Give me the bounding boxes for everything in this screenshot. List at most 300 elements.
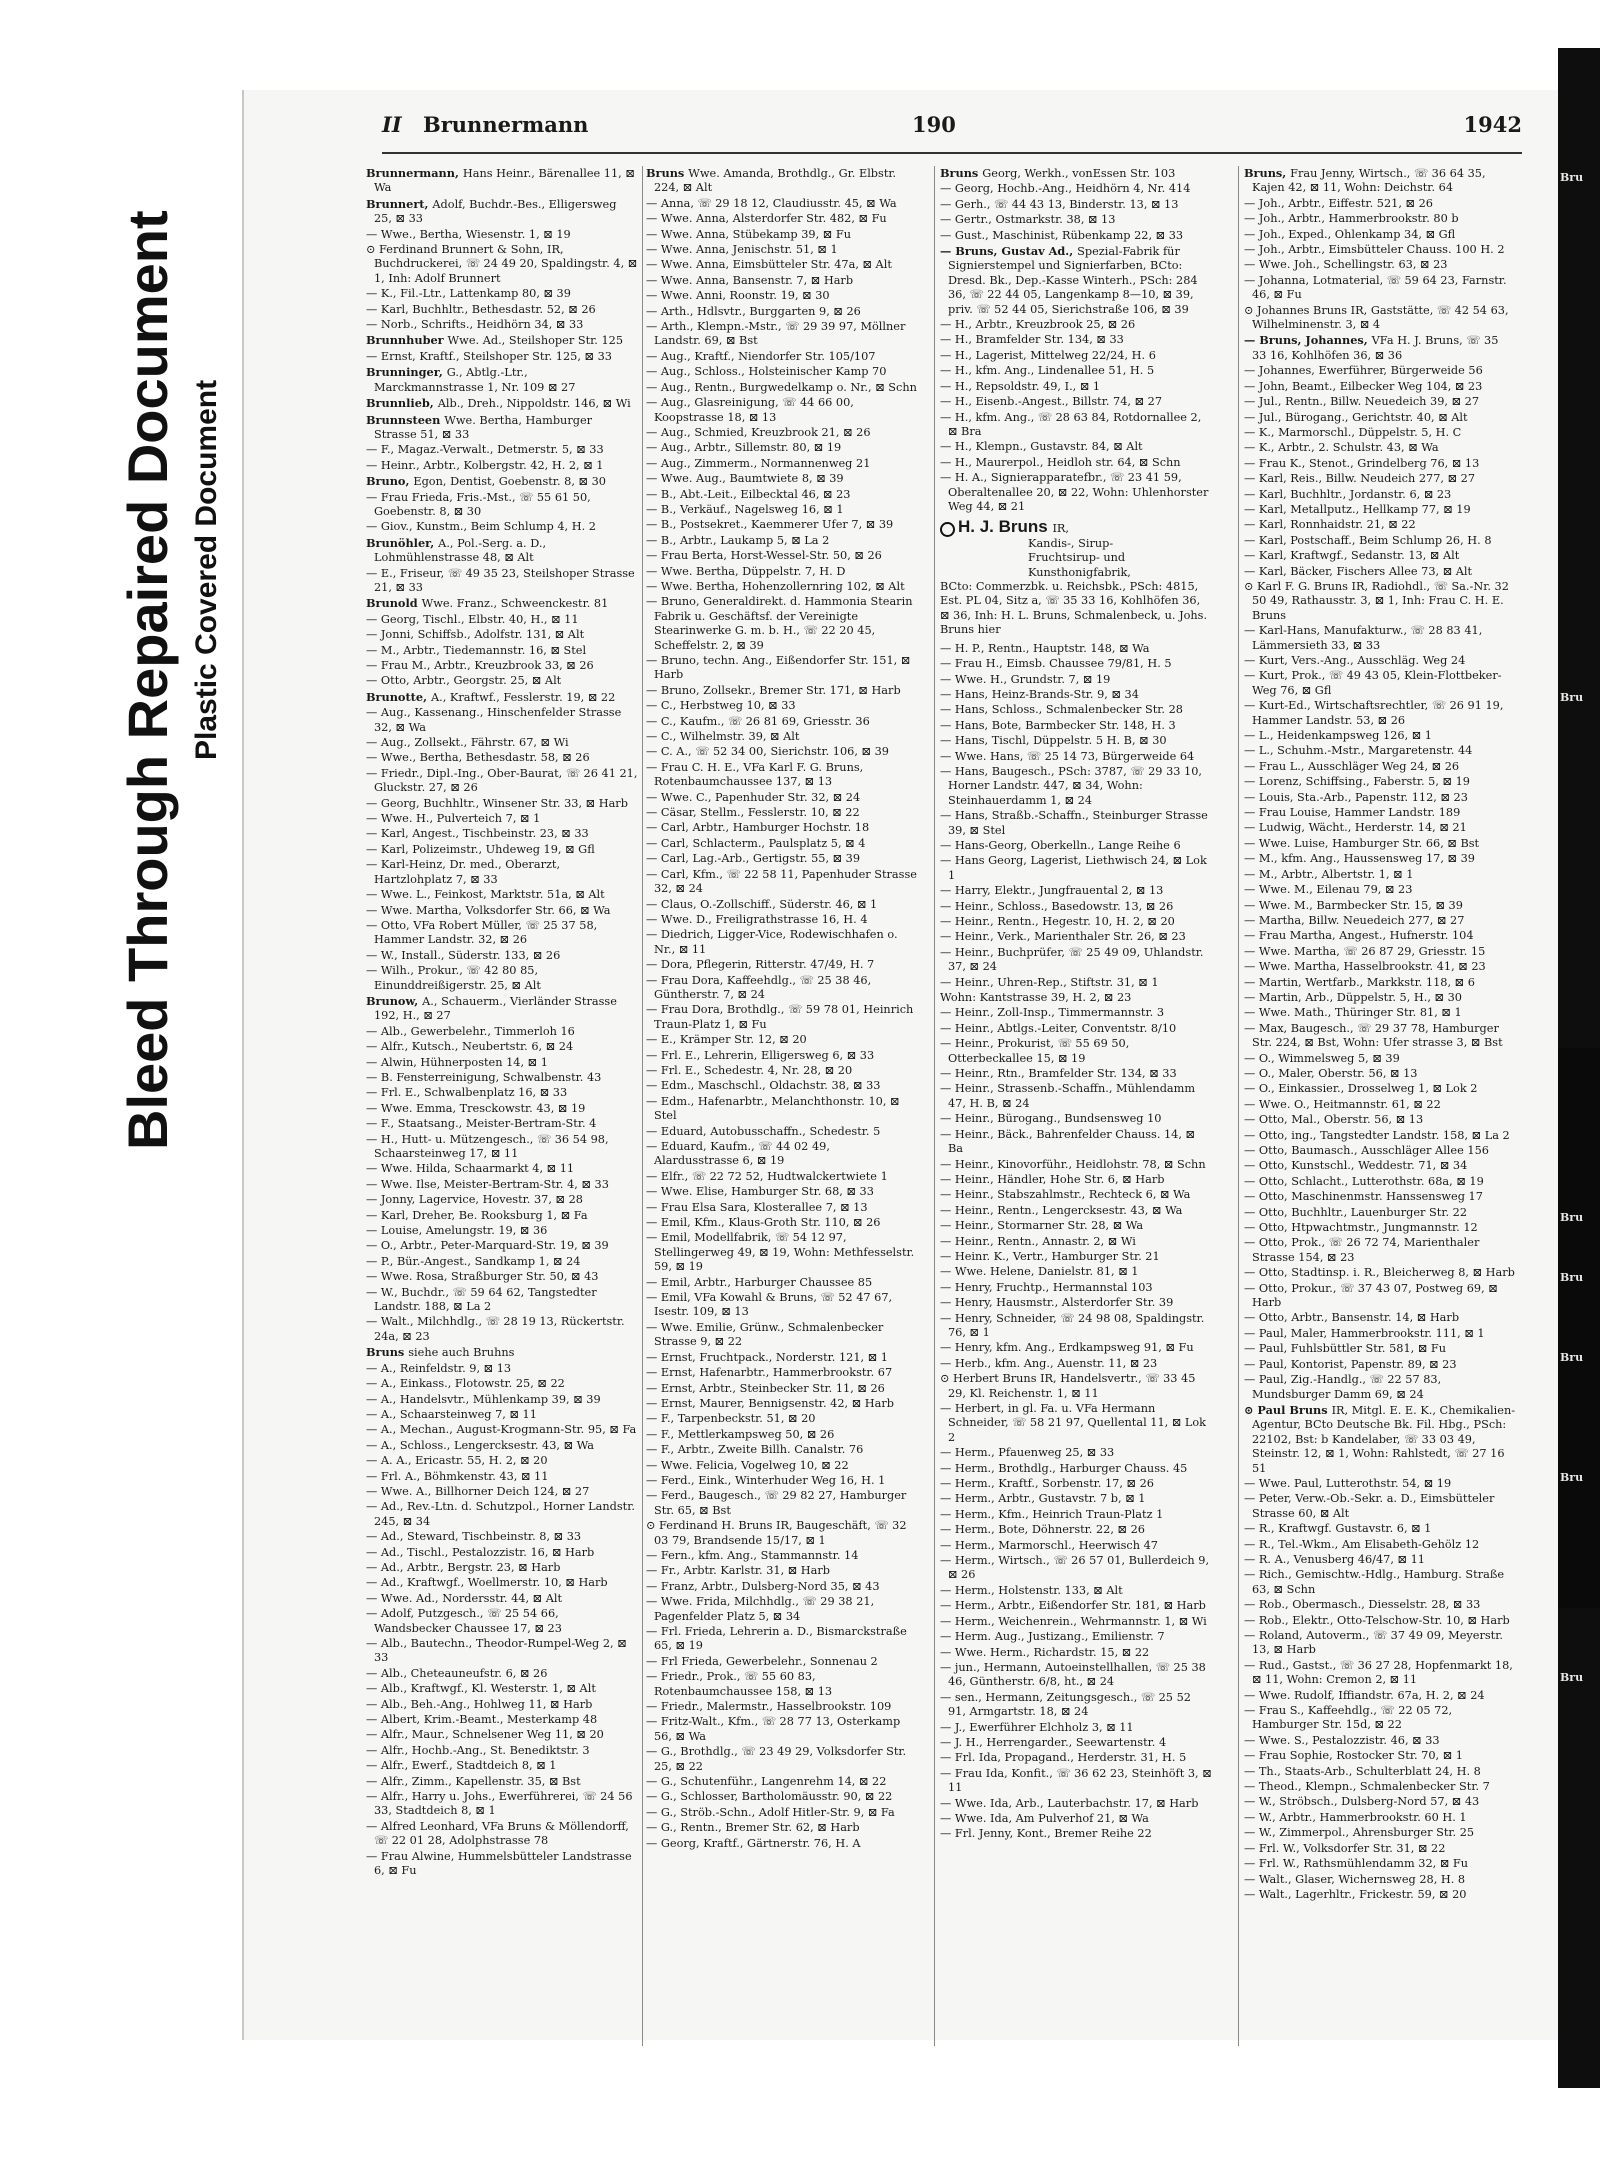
directory-entry — [646, 1564, 918, 1578]
directory-entry — [1244, 197, 1516, 211]
directory-entry — [1244, 1373, 1516, 1402]
entry-text: — Ad., Kraftwgf., Woellmerstr. 10, ⊠ Harb — [366, 1576, 608, 1590]
entry-text: — Wwe. A., Billhorner Deich 124, ⊠ 27 — [366, 1484, 590, 1498]
directory-entry — [366, 1408, 638, 1422]
entry-text: — F., Staatsang., Meister-Bertram-Str. 4 — [366, 1117, 597, 1131]
entry-text: — Frau C. H. E., VFa Karl F. G. Bruns, Rotenbaumchaussee 137, ⊠ 13 — [646, 760, 864, 789]
entry-text: — Wwe. Herm., Richardstr. 15, ⊠ 22 — [940, 1645, 1150, 1659]
directory-entry — [940, 1402, 1212, 1445]
directory-entry — [1244, 549, 1516, 563]
entry-text: — Herm., Kfm., Heinrich Traun-Platz 1 — [940, 1507, 1164, 1521]
directory-entry — [366, 1485, 638, 1499]
directory-entry — [1244, 1568, 1516, 1597]
directory-entry — [366, 1178, 638, 1192]
directory-entry — [366, 1162, 638, 1176]
directory-entry — [366, 459, 638, 473]
entry-text: — Otto, ing., Tangstedter Landstr. 158, ⊠ La 2 — [1244, 1128, 1510, 1142]
entry-text: — Gertr., Ostmarkstr. 38, ⊠ 13 — [940, 213, 1116, 227]
edge-fragment: Bru — [1560, 1471, 1584, 1484]
directory-entry — [1244, 1659, 1516, 1688]
entry-text: — Carl, Lag.-Arb., Gertigstr. 55, ⊠ 39 — [646, 852, 861, 866]
entry-text: — H., Eisenb.-Angest., Billstr. 74, ⊠ 27 — [940, 395, 1163, 409]
directory-entry — [366, 1056, 638, 1070]
entry-text: ⊙ Ferdinand H. Bruns IR, Baugeschäft, ☏ 32 03 79, Brandsende 15/17, ⊠ 1 — [646, 1519, 907, 1547]
directory-entry — [940, 1523, 1212, 1537]
entry-text: — Karl, Dreher, Be. Rooksburg 1, ⊠ Fa — [366, 1208, 588, 1222]
directory-entry — [1244, 1614, 1516, 1628]
directory-entry — [646, 1670, 918, 1699]
directory-entry — [1244, 775, 1516, 789]
entry-text: — Martin, Arb., Düppelstr. 5, H., ⊠ 30 — [1244, 990, 1462, 1004]
directory-entry — [940, 395, 1212, 409]
directory-entry — [646, 1397, 918, 1411]
directory-entry — [940, 976, 1212, 990]
directory-entry — [940, 1584, 1212, 1598]
directory-entry — [646, 1474, 918, 1488]
directory-entry — [1244, 1175, 1516, 1189]
entry-text: — Rud., Gastst., ☏ 36 27 28, Hopfenmarkt 18, ⊠ 11, Wohn: Cremon 2, ⊠ 11 — [1244, 1658, 1513, 1687]
directory-entry — [940, 229, 1212, 243]
entry-text: — Hans, Tischl, Düppelstr. 5 H. B, ⊠ 30 — [940, 734, 1167, 748]
directory-entry — [1244, 212, 1516, 226]
directory-entry — [940, 1219, 1212, 1233]
entry-text: — A., Schaarsteinweg 7, ⊠ 11 — [366, 1407, 537, 1421]
entry-text: — Otto, Mal., Oberstr. 56, ⊠ 13 — [1244, 1113, 1424, 1127]
directory-entry — [1244, 1022, 1516, 1051]
entry-text: — jun., Hermann, Autoeinstellhallen, ☏ 25 38 46, Güntherstr. 6/8, ht., ⊠ 24 — [940, 1660, 1206, 1689]
entry-text: — Aug., Zollsekt., Fährstr. 67, ⊠ Wi — [366, 736, 569, 750]
entry-text: — Hans, Baugesch., PSch: 3787, ☏ 29 33 10, Horner Landstr. 447, ⊠ 34, Wohn: Steinhauerdamm 1, ⊠ 24 — [940, 764, 1203, 807]
directory-entry — [366, 1133, 638, 1162]
entry-text: — Frl. E., Lehrerin, Elligersweg 6, ⊠ 33 — [646, 1048, 875, 1062]
directory-entry — [366, 287, 638, 301]
directory-entry — [1244, 837, 1516, 851]
entry-text: — Paul, Maler, Hammerbrookstr. 111, ⊠ 1 — [1244, 1326, 1485, 1340]
entry-text: — H., Hutt- u. Mützengesch., ☏ 36 54 98, Schaarsteinweg 17, ⊠ 11 — [366, 1132, 609, 1160]
entry-text: — Wwe. Luise, Hamburger Str. 66, ⊠ Bst — [1244, 836, 1480, 850]
directory-entry — [940, 318, 1212, 332]
entry-text: — G., Schutenführ., Langenrehm 14, ⊠ 22 — [646, 1775, 887, 1789]
directory-entry — [646, 1366, 918, 1380]
entry-text: — Frl Frieda, Gewerbelehr., Sonnenau 2 — [646, 1654, 878, 1668]
directory-entry — [646, 1837, 918, 1851]
directory-entry — [1244, 364, 1516, 378]
entry-text: — Otto, Prok., ☏ 26 72 74, Marienthaler Strasse 154, ⊠ 23 — [1244, 1236, 1480, 1264]
entry-text: — Johanna, Lotmaterial, ☏ 59 64 23, Farnstr. 46, ⊠ Fu — [1244, 273, 1507, 302]
directory-entry — [646, 913, 918, 927]
directory-entry — [366, 690, 638, 705]
entry-text: — Frau Alwine, Hummelsbütteler Landstrasse 6, ⊠ Fu — [366, 1849, 632, 1878]
entry-text: — Walt., Milchhdlg., ☏ 28 19 13, Rückertstr. 24a, ⊠ 23 — [366, 1315, 625, 1343]
directory-entry — [366, 1270, 638, 1284]
directory-entry — [940, 884, 1212, 898]
directory-entry — [1244, 1144, 1516, 1158]
entry-text: — Joh., Arbtr., Eimsbütteler Chauss. 100 H. 2 — [1244, 243, 1505, 257]
directory-entry — [646, 745, 918, 759]
directory-entry — [366, 919, 638, 948]
directory-entry — [1244, 821, 1516, 835]
directory-entry — [366, 1775, 638, 1789]
directory-entry — [366, 613, 638, 627]
entry-text: — W., Ströbsch., Dulsberg-Nord 57, ⊠ 43 — [1244, 1795, 1480, 1809]
directory-entry — [1244, 1689, 1516, 1703]
directory-entry — [366, 1682, 638, 1696]
entry-text: — Henry, kfm. Ang., Erdkampsweg 91, ⊠ Fu — [940, 1341, 1194, 1355]
directory-entry — [940, 1112, 1212, 1126]
directory-entry — [366, 1607, 638, 1636]
directory-entry — [366, 706, 638, 735]
directory-entry — [366, 1086, 638, 1100]
directory-entry — [646, 1276, 918, 1290]
entry-text: — Carl, Kfm., ☏ 22 58 11, Papenhuder Strasse 32, ⊠ 24 — [646, 867, 917, 896]
directory-entry — [940, 991, 1212, 1005]
directory-entry — [940, 1173, 1212, 1187]
entry-text: — Heinr., Uhren-Rep., Stiftstr. 31, ⊠ 1 — [940, 975, 1159, 989]
side-label-primary: Bleed Through Repaired Document — [116, 210, 179, 1150]
directory-entry — [366, 396, 638, 411]
directory-entry — [646, 549, 918, 563]
directory-entry — [646, 305, 918, 319]
directory-entry — [1244, 1311, 1516, 1325]
entry-text: — Alb., Cheteauneufstr. 6, ⊠ 26 — [366, 1666, 548, 1680]
entry-text: — Joh., Arbtr., Hammerbrookstr. 80 b — [1244, 212, 1459, 226]
directory-entry — [1244, 1159, 1516, 1173]
directory-entry — [940, 1158, 1212, 1172]
directory-entry — [940, 1554, 1212, 1583]
entry-text: — H. P., Rentn., Hauptstr. 148, ⊠ Wa — [940, 641, 1150, 655]
entry-text: — R. A., Venusberg 46/47, ⊠ 11 — [1244, 1552, 1425, 1566]
directory-entry — [646, 350, 918, 364]
directory-entry — [366, 350, 638, 364]
directory-entry — [940, 1492, 1212, 1506]
entry-text: — Louis, Sta.-Arb., Papenstr. 112, ⊠ 23 — [1244, 790, 1468, 804]
entry-text: — Lorenz, Schiffsing., Faberstr. 5, ⊠ 19 — [1244, 775, 1470, 789]
directory-entry — [1244, 274, 1516, 303]
directory-entry — [366, 1790, 638, 1819]
entry-text: — Arth., Klempn.-Mstr., ☏ 29 39 97, Möllner Landstr. 69, ⊠ Bst — [646, 320, 906, 348]
directory-entry — [366, 1315, 638, 1344]
entry-text: — Ad., Tischl., Pestalozzistr. 16, ⊠ Harb — [366, 1545, 595, 1559]
entry-text: — Ernst, Maurer, Bennigsenstr. 42, ⊠ Harb — [646, 1396, 894, 1410]
entry-text: Wwe. Amanda, Brothdlg., Gr. Elbstr. 224, ⊠ Alt — [654, 167, 897, 195]
entry-text: — Herm., Wirtsch., ☏ 26 57 01, Bullerdeich 9, ⊠ 26 — [940, 1554, 1210, 1582]
entry-text: — Karl, Reis., Billw. Neudeich 277, ⊠ 27 — [1244, 472, 1476, 486]
directory-entry — [646, 381, 918, 395]
entry-text: — Jul., Bürogang., Gerichtstr. 40, ⊠ Alt — [1244, 410, 1468, 424]
entry-text: — Heinr., Schloss., Basedowstr. 13, ⊠ 26 — [940, 899, 1174, 913]
directory-entry — [940, 900, 1212, 914]
entry-text: — Johannes, Ewerführer, Bürgerweide 56 — [1244, 364, 1483, 378]
entry-text: — Wwe. Hilda, Schaarmarkt 4, ⊠ 11 — [366, 1162, 575, 1176]
entry-text: — Karl, Ronnhaidstr. 21, ⊠ 22 — [1244, 518, 1416, 532]
entry-text: Hans Heinr., Bärenallee 11, ⊠ Wa — [374, 167, 635, 195]
directory-column-2 — [646, 166, 918, 1852]
entry-text: — A. A., Ericastr. 55, H. 2, ⊠ 20 — [366, 1454, 548, 1468]
directory-entry — [646, 1291, 918, 1320]
directory-entry — [646, 1125, 918, 1139]
entry-text: — Herm., Kraftf., Sorbenstr. 17, ⊠ 26 — [940, 1477, 1154, 1491]
entry-text: — Otto, VFa Robert Müller, ☏ 25 37 58, Hammer Landstr. 32, ⊠ 26 — [366, 918, 598, 947]
directory-entry — [646, 565, 918, 579]
directory-entry — [366, 767, 638, 796]
year-label: 1942 — [1463, 112, 1522, 137]
directory-entry — [366, 1530, 638, 1544]
entry-text: — Wwe. Rosa, Straßburger Str. 50, ⊠ 43 — [366, 1270, 599, 1284]
directory-entry — [940, 1691, 1212, 1720]
entry-text: — Hans Georg, Lagerist, Liethwisch 24, ⊠ Lok 1 — [940, 854, 1207, 882]
directory-entry — [1244, 1052, 1516, 1066]
directory-entry — [366, 827, 638, 841]
entry-heading: Brunotte, — [366, 689, 431, 704]
directory-entry — [366, 628, 638, 642]
directory-entry — [1244, 243, 1516, 257]
directory-entry — [646, 1216, 918, 1230]
directory-entry — [1244, 852, 1516, 866]
directory-entry — [366, 243, 638, 286]
directory-entry — [646, 868, 918, 897]
page-header — [382, 112, 1522, 154]
directory-entry — [1244, 1629, 1516, 1658]
entry-text: — Norb., Schrifts., Heidhörn 34, ⊠ 33 — [366, 318, 584, 332]
directory-entry — [940, 642, 1212, 656]
entry-heading: Bruns — [646, 166, 689, 180]
entry-text: — Ernst, Fruchtpack., Norderstr. 121, ⊠ 1 — [646, 1350, 888, 1364]
entry-text: — C. A., ☏ 52 34 00, Sierichstr. 106, ⊠ 39 — [646, 745, 889, 759]
directory-entry — [646, 1775, 918, 1789]
entry-text: — Wwe. Ad., Nordersstr. 44, ⊠ Alt — [366, 1591, 563, 1605]
directory-entry — [1244, 1734, 1516, 1748]
directory-entry — [366, 474, 638, 489]
directory-entry — [646, 791, 918, 805]
directory-entry — [366, 1423, 638, 1437]
directory-entry — [366, 1698, 638, 1712]
directory-entry — [940, 349, 1212, 363]
entry-text: — Wwe. Anna, Bansenstr. 7, ⊠ Harb — [646, 273, 854, 287]
edge-fragment: Bru — [1560, 1351, 1584, 1364]
directory-entry — [1244, 1190, 1516, 1204]
directory-entry — [646, 320, 918, 349]
entry-text: — B., Abt.-Leit., Eilbecktal 46, ⊠ 23 — [646, 487, 851, 501]
entry-text: — L., Heidenkampsweg 126, ⊠ 1 — [1244, 729, 1432, 743]
directory-entry — [366, 197, 638, 227]
directory-entry — [1244, 929, 1516, 943]
entry-text: — Arth., Hdlsvtr., Burggarten 9, ⊠ 26 — [646, 304, 861, 318]
directory-entry — [366, 1439, 638, 1453]
entry-text: — L., Schuhm.-Mstr., Margaretenstr. 44 — [1244, 744, 1473, 758]
directory-entry — [646, 534, 918, 548]
entry-text: — G., Brothdlg., ☏ 23 49 29, Volksdorfer Str. 25, ⊠ 22 — [646, 1745, 907, 1773]
entry-text: — Frl. Frieda, Lehrerin a. D., Bismarckstraße 65, ⊠ 19 — [646, 1625, 907, 1653]
directory-entry — [1244, 380, 1516, 394]
entry-text: — Emil, VFa Kowahl & Bruns, ☏ 52 47 67, Isestr. 109, ⊠ 13 — [646, 1291, 893, 1319]
directory-entry — [646, 1079, 918, 1093]
entry-text: — H. A., Signierapparatefbr., ☏ 23 41 59, Oberaltenallee 20, ⊠ 22, Wohn: Uhlenhorster Weg 44, ⊠ 21 — [940, 471, 1209, 513]
directory-entry — [940, 411, 1212, 440]
entry-heading: — Bruns, Johannes, — [1244, 333, 1372, 348]
directory-entry — [940, 1006, 1212, 1020]
directory-entry — [366, 228, 638, 242]
entry-text: — Wwe. Martha, Volksdorfer Str. 66, ⊠ Wa — [366, 903, 611, 917]
entry-text: Spezial-Fabrik für Signierstempel und Signierfarben, BCto: Dresd. Bk., Dep.-Kasse Winterh., PSch: 284 36, ☏ 22 44 05, Langenkamp 8—10, ⊠ 39, priv. ☏ 52 44 05, Sierichstraße 106, ⊠ 39 — [948, 245, 1198, 316]
side-label-secondary: Plastic Covered Document — [190, 379, 223, 760]
directory-entry — [940, 182, 1212, 196]
entry-text: — Wwe. Martha, ☏ 26 87 29, Griesstr. 15 — [1244, 944, 1486, 958]
directory-entry — [940, 1037, 1212, 1066]
entry-heading: Bruno, — [366, 474, 414, 489]
entry-text: — Heinr. K., Vertr., Hamburger Str. 21 — [940, 1249, 1160, 1263]
directory-entry — [940, 1462, 1212, 1476]
entry-text: — Karl, Buchhltr., Jordanstr. 6, ⊠ 23 — [1244, 487, 1452, 501]
entry-text: — Martha, Billw. Neuedeich 277, ⊠ 27 — [1244, 913, 1465, 927]
entry-text: — Karl, Bäcker, Fischers Allee 73, ⊠ Alt — [1244, 564, 1473, 578]
directory-entry — [366, 166, 638, 196]
entry-text: — Alb., Beh.-Ang., Hohlweg 11, ⊠ Harb — [366, 1697, 593, 1711]
entry-text: — Hans, Bote, Barmbecker Str. 148, H. 3 — [940, 718, 1176, 732]
directory-entry — [646, 518, 918, 532]
directory-entry — [646, 1443, 918, 1457]
entry-text: — Georg, Buchhltr., Winsener Str. 33, ⊠ Harb — [366, 796, 628, 810]
entry-text: — Otto, Arbtr., Georgstr. 25, ⊠ Alt — [366, 674, 562, 688]
directory-entry — [940, 839, 1212, 853]
entry-text: — Jonny, Lagervice, Hovestr. 37, ⊠ 28 — [366, 1193, 583, 1207]
entry-text: — Fritz-Walt., Kfm., ☏ 28 77 13, Osterkamp 56, ⊠ Wa — [646, 1715, 901, 1743]
entry-text: — Aug., Zimmerm., Normannenweg 21 — [646, 456, 871, 470]
directory-entry — [366, 1576, 638, 1590]
directory-entry — [1244, 488, 1516, 502]
directory-entry — [1244, 945, 1516, 959]
entry-heading: Brunnhuber — [366, 333, 448, 348]
directory-entry — [366, 888, 638, 902]
entry-text: — Aug., Kraftf., Niendorfer Str. 105/107 — [646, 349, 876, 363]
entry-text: — Kurt, Prok., ☏ 49 43 05, Klein-Flottbeker-Weg 76, ⊠ Gfl — [1244, 669, 1502, 697]
entry-text: — Wwe. Rudolf, Iffiandstr. 67a, H. 2, ⊠ 24 — [1244, 1688, 1485, 1702]
entry-text: — H., Lagerist, Mittelweg 22/24, H. 6 — [940, 348, 1156, 362]
entry-text: — H., kfm. Ang., Lindenallee 51, H. 5 — [940, 364, 1155, 378]
directory-entry — [646, 821, 918, 835]
directory-entry — [366, 596, 638, 611]
directory-entry — [646, 1140, 918, 1169]
entry-text: — Aug., Glasreinigung, ☏ 44 66 00, Koopstrasse 18, ⊠ 13 — [646, 396, 854, 424]
entry-text: — W., Arbtr., Hammerbrookstr. 60 H. 1 — [1244, 1810, 1467, 1824]
directory-entry — [1244, 1826, 1516, 1840]
entry-text: — Wwe. Anna, Jenischstr. 51, ⊠ 1 — [646, 243, 838, 257]
entry-text: — Aug., Rentn., Burgwedelkamp o. Nr., ⊠ Schn — [646, 380, 917, 394]
entry-text: — Adolf, Putzgesch., ☏ 25 54 66, Wandsbecker Chaussee 17, ⊠ 23 — [366, 1607, 562, 1635]
directory-entry — [366, 1393, 638, 1407]
entry-text: — Alfr., Maur., Schnelsener Weg 11, ⊠ 20 — [366, 1728, 604, 1742]
directory-entry — [1244, 1842, 1516, 1856]
directory-entry — [646, 898, 918, 912]
entry-text: — Friedr., Malermstr., Hasselbrookstr. 109 — [646, 1700, 892, 1714]
entry-text: — Wwe. Emilie, Grünw., Schmalenbecker Strasse 9, ⊠ 22 — [646, 1320, 884, 1349]
directory-entry — [646, 1580, 918, 1594]
entry-text: — Herm., Bote, Döhnerstr. 22, ⊠ 26 — [940, 1523, 1145, 1537]
entry-text: — Alb., Bautechn., Theodor-Rumpel-Weg 2, ⊠ 33 — [366, 1637, 627, 1665]
entry-text: — Frau S., Kaffeehdlg., ☏ 22 05 72, Hamburger Str. 15d, ⊠ 22 — [1244, 1704, 1453, 1732]
entry-text: — K., Fil.-Ltr., Lattenkamp 80, ⊠ 39 — [366, 287, 571, 301]
entry-text: — Jul., Rentn., Billw. Neuedeich 39, ⊠ 27 — [1244, 395, 1480, 409]
directory-entry — [1244, 1098, 1516, 1112]
entry-text: — Alfr., Zimm., Kapellenstr. 35, ⊠ Bst — [366, 1774, 581, 1788]
entry-text: — Otto, Schlacht., Lutterothstr. 68a, ⊠ 19 — [1244, 1174, 1484, 1188]
entry-text: — A., Mechan., August-Krogmann-Str. 95, ⊠ Fa — [366, 1423, 637, 1437]
directory-entry — [646, 1321, 918, 1350]
entry-text: — E., Friseur, ☏ 49 35 23, Steilshoper Strasse 21, ⊠ 33 — [366, 566, 635, 594]
entry-text: — Karl, Angest., Tischbeinstr. 23, ⊠ 33 — [366, 827, 589, 841]
directory-column-4 — [1244, 166, 1516, 1903]
entry-text: Wwe. Franz., Schweenckestr. 81 — [421, 597, 609, 611]
directory-column-3 — [940, 166, 1212, 1843]
directory-entry — [1244, 1780, 1516, 1794]
directory-entry — [366, 567, 638, 596]
entry-text: — Joh., Arbtr., Eiffestr. 521, ⊠ 26 — [1244, 196, 1433, 210]
directory-entry — [940, 1372, 1212, 1401]
directory-entry — [1244, 699, 1516, 728]
entry-text: — Alfr., Harry u. Johs., Ewerführerei, ☏ 24 56 33, Stadtdeich 8, ⊠ 1 — [366, 1790, 633, 1818]
entry-text: — Frl. Ida, Propagand., Herderstr. 31, H. 5 — [940, 1751, 1187, 1765]
directory-entry — [646, 1231, 918, 1274]
entry-text: — Georg, Kraftf., Gärtnerstr. 76, H. A — [646, 1836, 861, 1850]
entry-text: — H., Arbtr., Kreuzbrook 25, ⊠ 26 — [940, 318, 1136, 332]
directory-entry — [366, 1713, 638, 1727]
entry-text: — B., Verkäuf., Nagelsweg 16, ⊠ 1 — [646, 502, 844, 516]
entry-text: — Claus, O.-Zollschiff., Süderstr. 46, ⊠ 1 — [646, 897, 878, 911]
directory-entry — [646, 1821, 918, 1835]
entry-text: siehe auch Bruhns — [408, 1346, 515, 1360]
directory-entry — [646, 1790, 918, 1804]
directory-entry — [646, 1412, 918, 1426]
directory-entry — [940, 1204, 1212, 1218]
column-rule — [934, 166, 935, 2046]
entry-heading: Brunow, — [366, 993, 423, 1008]
entry-text: — H., Bramfelder Str. 134, ⊠ 33 — [940, 333, 1124, 347]
directory-entry — [1244, 580, 1516, 623]
entry-text: — Alfr., Ewerf., Stadtdeich 8, ⊠ 1 — [366, 1759, 557, 1773]
entry-text: — Aug., Arbtr., Sillemstr. 80, ⊠ 19 — [646, 441, 842, 455]
entry-text: — B., Arbtr., Laukamp 5, ⊠ La 2 — [646, 533, 830, 547]
directory-entry — [646, 1700, 918, 1714]
entry-text: — Alb., Kraftwgf., Kl. Westerstr. 1, ⊠ Alt — [366, 1682, 596, 1696]
entry-heading: — Bruns, Gustav Ad., — [940, 244, 1078, 259]
entry-text: — Heinr., Arbtr., Kolbergstr. 42, H. 2, ⊠ 1 — [366, 458, 604, 472]
directory-entry — [1244, 883, 1516, 897]
entry-text: — Frl. W., Rathsmühlendamm 32, ⊠ Fu — [1244, 1857, 1468, 1871]
entry-text: ⊙ Herbert Bruns IR, Handelsvertr., ☏ 33 45 29, Kl. Reichenstr. 1, ⊠ 11 — [940, 1372, 1196, 1400]
directory-entry — [1244, 565, 1516, 579]
directory-entry — [940, 1188, 1212, 1202]
directory-entry — [366, 1362, 638, 1376]
entry-text: — E., Krämper Str. 12, ⊠ 20 — [646, 1033, 807, 1047]
entry-text: — Wwe. S., Pestalozzistr. 46, ⊠ 33 — [1244, 1733, 1440, 1747]
directory-entry — [940, 364, 1212, 378]
directory-entry — [366, 1561, 638, 1575]
directory-entry — [940, 673, 1212, 687]
firm-suffix: IR, — [1052, 522, 1070, 536]
directory-entry — [646, 472, 918, 486]
entry-text: Wohn: Kantstrasse 39, H. 2, ⊠ 23 — [940, 991, 1132, 1005]
entry-text: — Wwe. Martha, Hasselbrookstr. 41, ⊠ 23 — [1244, 960, 1486, 974]
entry-text: — Ad., Steward, Tischbeinstr. 8, ⊠ 33 — [366, 1530, 582, 1544]
entry-text: Frau Jenny, Wirtsch., ☏ 36 64 35, Kajen 42, ⊠ 11, Wohn: Deichstr. 64 — [1252, 167, 1486, 195]
directory-entry — [366, 1377, 638, 1391]
directory-entry — [366, 644, 638, 658]
entry-text: — Heinr., Stabszahlmstr., Rechteck 6, ⊠ Wa — [940, 1188, 1191, 1202]
entry-text: — Frau L., Ausschläger Weg 24, ⊠ 26 — [1244, 759, 1460, 773]
entry-text: — Otto, Htpwachtmstr., Jungmannstr. 12 — [1244, 1221, 1478, 1235]
entry-text: G., Abtlg.-Ltr., Marckmannstrasse 1, Nr. 109 ⊠ 27 — [374, 366, 576, 394]
directory-entry — [940, 1067, 1212, 1081]
entry-text: — Wwe. Bertha, Hohenzollernring 102, ⊠ Alt — [646, 579, 905, 593]
